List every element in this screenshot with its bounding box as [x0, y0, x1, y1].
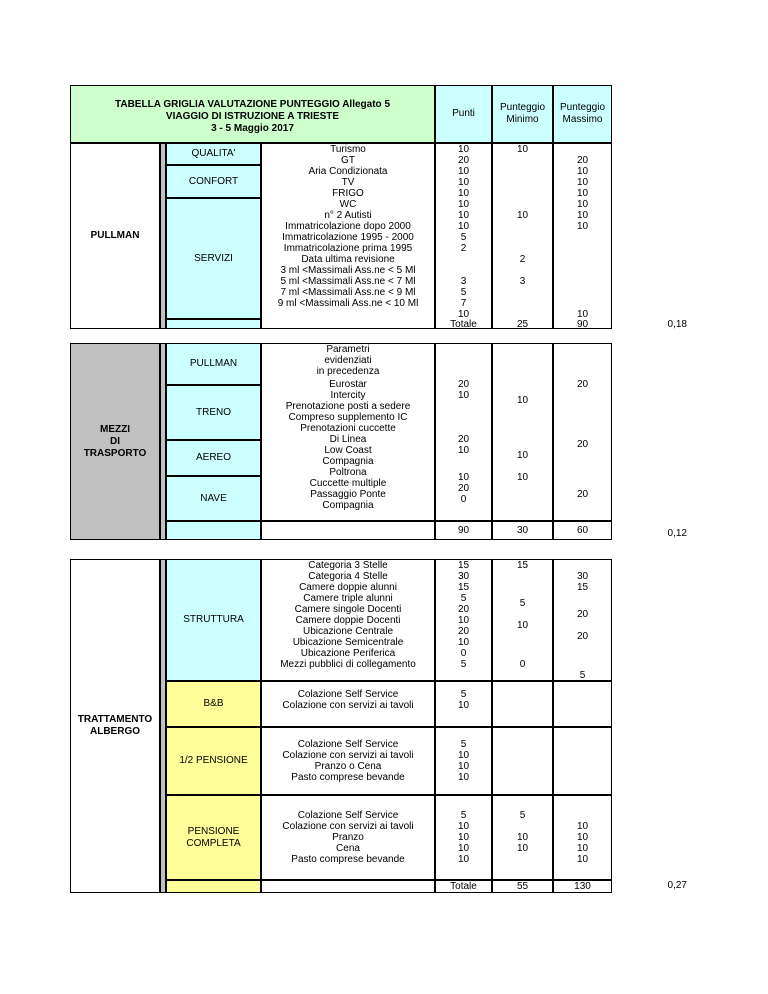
list-item: Camere doppie Docenti: [295, 615, 401, 626]
value-cell: 10: [516, 144, 529, 155]
table-title: [70, 85, 435, 143]
list-item: Prenotazione posti a sedere: [285, 401, 411, 412]
max-col: [553, 143, 612, 329]
punti-col: [435, 143, 492, 329]
cat-confort: CONFORT: [166, 165, 261, 198]
list-item: Passaggio Ponte: [310, 489, 386, 500]
value-cell: 15: [516, 560, 529, 571]
header-punteggio-minimo: Punteggio Minimo: [492, 85, 553, 143]
value-cell: 15: [457, 560, 470, 571]
value-cell: 20: [457, 604, 470, 615]
list-item: Camere singole Docenti: [294, 604, 402, 615]
max-col: [553, 559, 612, 681]
value-cell: 10: [457, 750, 470, 761]
total-min: 25: [516, 319, 529, 330]
value-cell: 10: [457, 309, 470, 320]
total-max: 130: [553, 880, 612, 893]
weight-1: 0,18: [667, 319, 687, 330]
value-cell: 10: [457, 144, 470, 155]
value-cell: 2: [519, 254, 526, 265]
list-item: Compagnia: [322, 456, 374, 467]
total-row-blank: [261, 521, 435, 540]
list-item: n° 2 Autisti: [324, 210, 372, 221]
list-item: Colazione Self Service: [297, 810, 399, 821]
title-line-2: VIAGGIO DI ISTRUZIONE A TRIESTE: [165, 111, 340, 122]
value-cell: 10: [576, 854, 589, 865]
title-line-3: 3 - 5 Maggio 2017: [211, 123, 294, 134]
value-cell: 7: [460, 298, 467, 309]
value-cell: 10: [516, 472, 529, 483]
value-cell: 10: [457, 821, 470, 832]
header-punti: Punti: [435, 85, 492, 143]
value-cell: 10: [457, 210, 470, 221]
list-item: Camere doppie alunni: [299, 582, 397, 593]
cat-qualita: QUALITA': [166, 143, 261, 165]
total-punti: 90: [435, 521, 492, 540]
list-item: Compreso supplemento IC: [288, 412, 408, 423]
list-item: Colazione con servizi ai tavoli: [282, 821, 414, 832]
value-cell: 10: [576, 221, 589, 232]
list-item: Camere triple alunni: [303, 593, 393, 604]
value-cell: 5: [519, 598, 526, 609]
value-cell: 5: [460, 287, 467, 298]
list-item: Aria Condizionata: [308, 166, 388, 177]
list-item: Ubicazione Centrale: [302, 626, 394, 637]
punti-col: [435, 727, 492, 795]
list-item: Data ultima revisione: [301, 254, 395, 265]
items-col: [261, 343, 435, 521]
weight-3: 0,27: [667, 880, 687, 891]
list-item: Ubicazione Periferica: [300, 648, 396, 659]
value-cell: 5: [460, 593, 467, 604]
value-cell: 30: [457, 571, 470, 582]
value-cell: 10: [576, 199, 589, 210]
list-item: Turismo: [330, 144, 366, 155]
min-col: [492, 727, 553, 795]
list-item: Immatricolazione 1995 - 2000: [282, 232, 414, 243]
value-cell: 5: [460, 689, 467, 700]
list-item: Poltrona: [329, 467, 367, 478]
list-item: FRIGO: [332, 188, 364, 199]
cat-pullman: PULLMAN: [166, 343, 261, 385]
min-col: [492, 343, 553, 521]
cat-spacer: [166, 521, 261, 540]
value-cell: 5: [460, 659, 467, 670]
punti-col: [435, 559, 492, 681]
max-col: [553, 727, 612, 795]
value-cell: 0: [460, 648, 467, 659]
list-item: evidenziati: [324, 355, 372, 366]
list-item: Colazione Self Service: [297, 689, 399, 700]
value-cell: 10: [516, 450, 529, 461]
total-row-blank: [261, 880, 435, 893]
list-item: Prenotazioni cuccette: [300, 423, 396, 434]
value-cell: 15: [457, 582, 470, 593]
header-punteggio-massimo: Punteggio Massimo: [553, 85, 612, 143]
total-max: 60: [553, 521, 612, 540]
value-cell: 20: [457, 379, 470, 390]
value-cell: 30: [576, 571, 589, 582]
value-cell: 2: [460, 243, 467, 254]
value-cell: 5: [579, 670, 586, 681]
value-cell: 20: [576, 439, 589, 450]
list-item: Low Coast: [324, 445, 372, 456]
cat-mezza-pensione: 1/2 PENSIONE: [166, 727, 261, 795]
value-cell: 20: [457, 483, 470, 494]
value-cell: 10: [457, 166, 470, 177]
items-col: [261, 143, 435, 329]
min-col: [492, 795, 553, 880]
min-col: [492, 143, 553, 329]
list-item: Cena: [336, 843, 360, 854]
value-cell: 10: [576, 177, 589, 188]
value-cell: 15: [576, 582, 589, 593]
list-item: Pranzo: [332, 832, 364, 843]
value-cell: 3: [460, 276, 467, 287]
list-item: 9 ml <Massimali Ass.ne < 10 Ml: [277, 298, 419, 309]
title-line-1: TABELLA GRIGLIA VALUTAZIONE PUNTEGGIO Allegato 5: [115, 99, 390, 110]
list-item: Categoria 4 Stelle: [308, 571, 388, 582]
value-cell: 10: [516, 395, 529, 406]
list-item: Compagnia: [322, 500, 374, 511]
total-min: 30: [492, 521, 553, 540]
weight-2: 0,12: [667, 528, 687, 539]
value-cell: 20: [576, 609, 589, 620]
list-item: Di Linea: [329, 434, 367, 445]
list-item: Parametri: [326, 344, 370, 355]
value-cell: 20: [457, 155, 470, 166]
list-item: Pasto comprese bevande: [291, 854, 405, 865]
list-item: Ubicazione Semicentrale: [292, 637, 404, 648]
value-cell: 10: [576, 821, 589, 832]
max-col: [553, 681, 612, 727]
value-cell: 10: [457, 832, 470, 843]
list-item: Categoria 3 Stelle: [308, 560, 388, 571]
value-cell: 10: [457, 637, 470, 648]
group-mezzi-di-trasporto: MEZZI DI TRASPORTO: [70, 343, 160, 540]
max-col: [553, 343, 612, 521]
value-cell: 5: [460, 232, 467, 243]
max-col: [553, 795, 612, 880]
list-item: 3 ml <Massimali Ass.ne < 5 Ml: [280, 265, 416, 276]
list-item: Pasto comprese bevande: [291, 772, 405, 783]
value-cell: 10: [576, 188, 589, 199]
value-cell: 10: [576, 843, 589, 854]
list-item: Pranzo o Cena: [314, 761, 382, 772]
group-trattamento-albergo: TRATTAMENTO ALBERGO: [70, 559, 160, 893]
list-item: Eurostar: [329, 379, 367, 390]
punti-col: [435, 681, 492, 727]
list-item: Intercity: [330, 390, 366, 401]
value-cell: 10: [457, 199, 470, 210]
min-col: [492, 681, 553, 727]
value-cell: 20: [576, 631, 589, 642]
cat-nave: NAVE: [166, 476, 261, 521]
value-cell: 10: [576, 166, 589, 177]
value-cell: 10: [457, 472, 470, 483]
value-cell: 20: [576, 155, 589, 166]
value-cell: 10: [516, 832, 529, 843]
items-col: [261, 559, 435, 681]
value-cell: 10: [576, 309, 589, 320]
list-item: Cuccette multiple: [309, 478, 387, 489]
list-item: in precedenza: [316, 366, 380, 377]
value-cell: 10: [457, 390, 470, 401]
list-item: 5 ml <Massimali Ass.ne < 7 Ml: [280, 276, 416, 287]
items-col: [261, 795, 435, 880]
value-cell: 10: [516, 843, 529, 854]
cat-spacer: [166, 880, 261, 893]
list-item: Colazione con servizi ai tavoli: [282, 750, 414, 761]
value-cell: 10: [457, 445, 470, 456]
total-min: 55: [492, 880, 553, 893]
value-cell: 20: [576, 379, 589, 390]
list-item: Colazione Self Service: [297, 739, 399, 750]
cat-servizi: SERVIZI: [166, 198, 261, 319]
punti-col: [435, 795, 492, 880]
min-col: [492, 559, 553, 681]
total-max: 90: [576, 319, 589, 330]
list-item: Colazione con servizi ai tavoli: [282, 700, 414, 711]
value-cell: 20: [457, 626, 470, 637]
value-cell: 10: [457, 854, 470, 865]
group-pullman: PULLMAN: [70, 143, 160, 329]
list-item: WC: [339, 199, 357, 210]
value-cell: 10: [457, 843, 470, 854]
value-cell: 10: [457, 221, 470, 232]
value-cell: 20: [576, 489, 589, 500]
list-item: Mezzi pubblici di collegamento: [280, 659, 416, 670]
value-cell: 10: [457, 700, 470, 711]
cat-aereo: AEREO: [166, 440, 261, 476]
value-cell: 5: [460, 810, 467, 821]
total-label: Totale: [450, 319, 477, 330]
value-cell: 10: [576, 832, 589, 843]
list-item: TV: [341, 177, 355, 188]
value-cell: 10: [457, 772, 470, 783]
cat-bb: B&B: [166, 681, 261, 727]
value-cell: 0: [519, 659, 526, 670]
items-col: [261, 681, 435, 727]
list-item: Immatricolazione dopo 2000: [285, 221, 411, 232]
cat-spacer: [166, 319, 261, 329]
list-item: Immatricolazione prima 1995: [283, 243, 413, 254]
punti-col: [435, 343, 492, 521]
value-cell: 0: [460, 494, 467, 505]
list-item: 7 ml <Massimali Ass.ne < 9 Ml: [280, 287, 416, 298]
value-cell: 10: [457, 761, 470, 772]
value-cell: 3: [519, 276, 526, 287]
items-col: [261, 727, 435, 795]
value-cell: 10: [457, 177, 470, 188]
cat-struttura: STRUTTURA: [166, 559, 261, 681]
value-cell: 20: [457, 434, 470, 445]
value-cell: 10: [516, 620, 529, 631]
value-cell: 10: [457, 615, 470, 626]
value-cell: 5: [460, 739, 467, 750]
value-cell: 10: [576, 210, 589, 221]
cat-treno: TRENO: [166, 385, 261, 440]
value-cell: 5: [519, 810, 526, 821]
value-cell: 10: [457, 188, 470, 199]
cat-pensione-completa: PENSIONE COMPLETA: [166, 795, 261, 880]
list-item: GT: [341, 155, 355, 166]
total-label: Totale: [435, 880, 492, 893]
value-cell: 10: [516, 210, 529, 221]
